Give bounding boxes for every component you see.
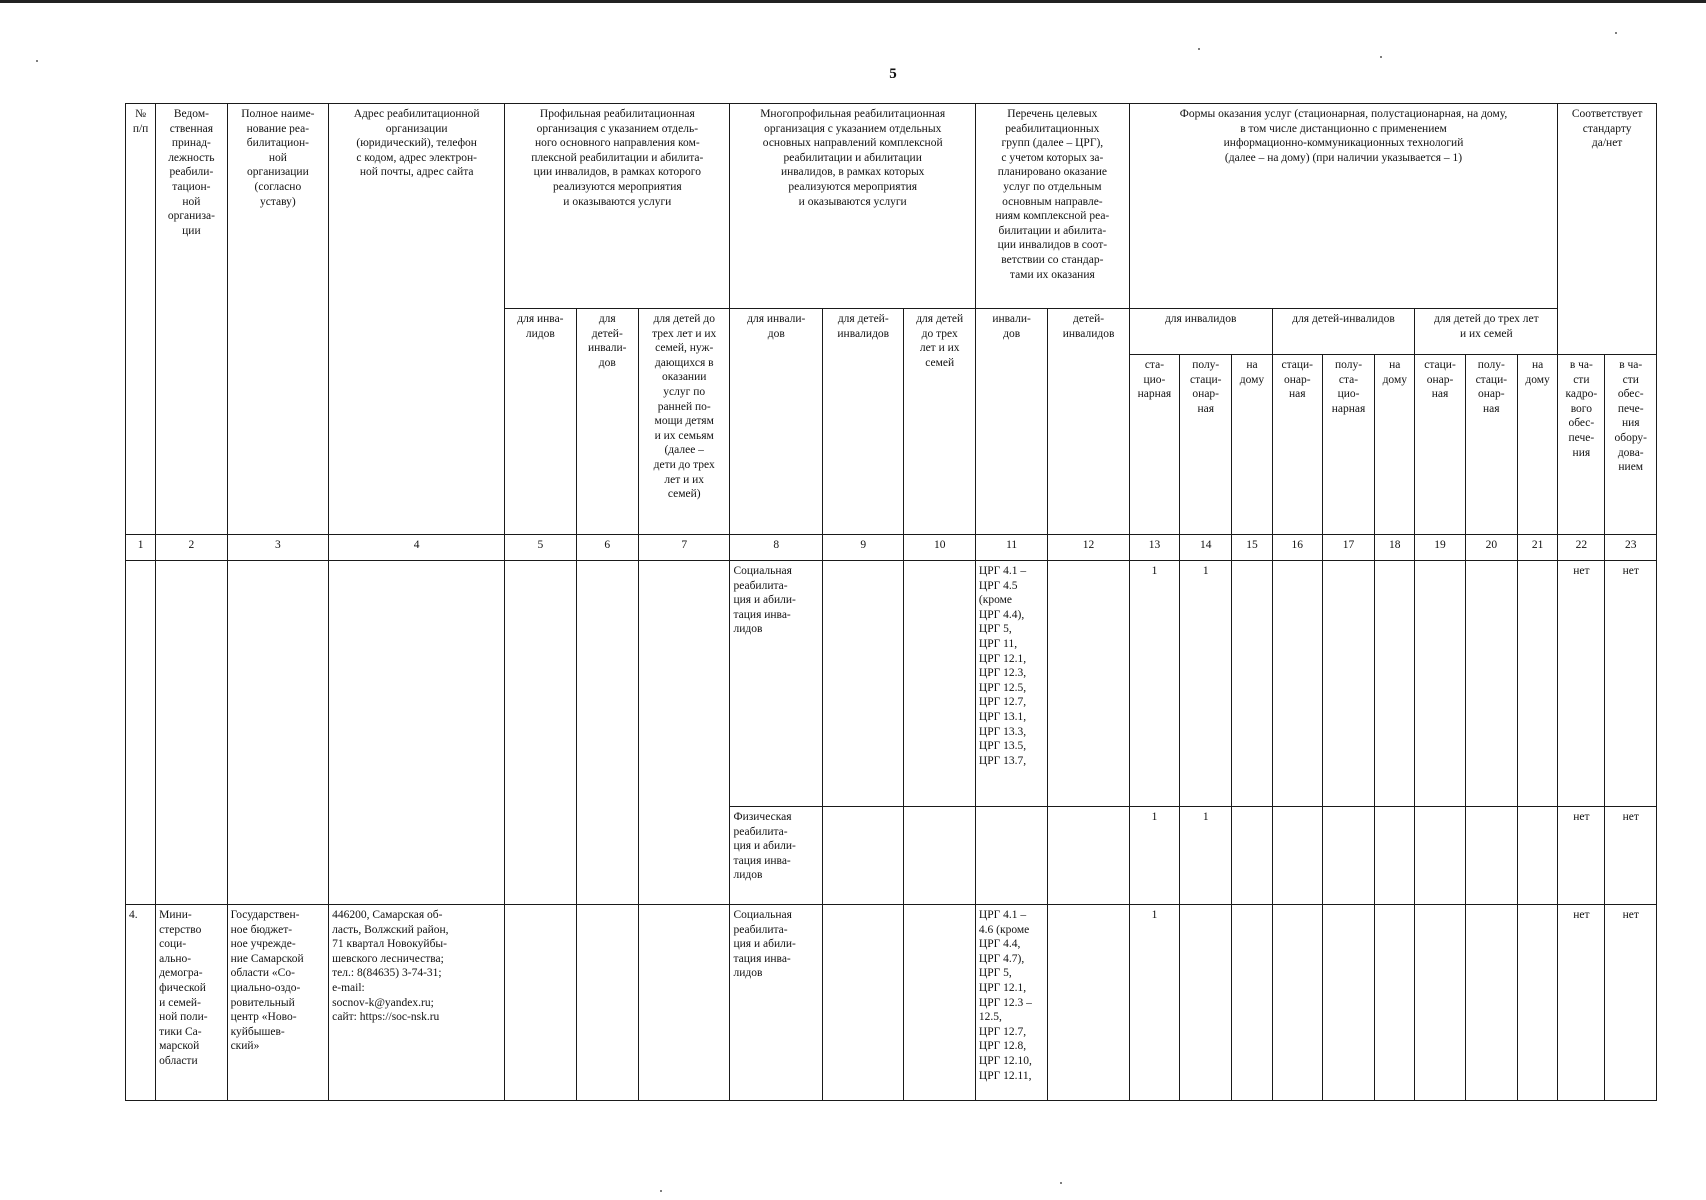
- cell-empty: [1048, 905, 1129, 1101]
- cell-empty: [823, 561, 904, 807]
- cell-empty: [329, 561, 505, 905]
- header-org-name: Полное наиме- нование реа- билитацион- ной организации (согласно уставу): [227, 104, 329, 535]
- header-at-home: на дому: [1375, 355, 1415, 535]
- cell-empty: [156, 561, 227, 905]
- header-target-adults: инвали- дов: [975, 309, 1047, 535]
- header-semi-stationary: полу- стаци- онар- ная: [1180, 355, 1232, 535]
- header-multi-org: Многопрофильная реабилитационная организация с указанием отдельных основных направлений комплексной реабилитации и абилитации инвалидов, в рамках которых реализуются мероприятия и оказываются услуги: [730, 104, 975, 309]
- cell-empty: [1375, 905, 1415, 1101]
- header-staffing: в ча- сти кадро- вого обес- пече- ния: [1558, 355, 1605, 535]
- column-number: 15: [1232, 535, 1272, 561]
- rehab-organizations-table: [125, 103, 1657, 1101]
- cell-ministry: Мини- стерство соци- ально- демогра- фической и семей- ной поли- тики Са- марской области: [156, 905, 227, 1101]
- cell-empty: [1322, 807, 1374, 905]
- cell-empty: [505, 905, 576, 1101]
- cell-staffing-value: нет: [1558, 905, 1605, 1101]
- cell-empty: [576, 561, 638, 905]
- header-at-home: на дому: [1517, 355, 1557, 535]
- cell-target-groups: ЦРГ 4.1 – ЦРГ 4.5 (кроме ЦРГ 4.4), ЦРГ 5, ЦРГ 11, ЦРГ 12.1, ЦРГ 12.3, ЦРГ 12.5, ЦРГ 12.7, ЦРГ 13.1, ЦРГ 13.3, ЦРГ 13.5, ЦРГ 13.7,: [975, 561, 1047, 807]
- cell-empty: [823, 905, 904, 1101]
- cell-stationary-value: 1: [1129, 807, 1179, 905]
- cell-equipment-value: нет: [1605, 905, 1657, 1101]
- cell-empty: [1415, 561, 1465, 807]
- cell-semi-stationary-value: 1: [1180, 807, 1232, 905]
- cell-multi-direction: Физическая реабилита- ция и абили- тация инва- лидов: [730, 807, 823, 905]
- scan-speck: [1198, 48, 1200, 50]
- cell-empty: [638, 561, 730, 905]
- cell-empty: [823, 807, 904, 905]
- cell-target-groups: [975, 807, 1047, 905]
- cell-empty: [1517, 905, 1557, 1101]
- scan-speck: [660, 1190, 662, 1192]
- table-row: [126, 905, 1657, 1101]
- cell-empty: [1415, 905, 1465, 1101]
- column-number: 3: [227, 535, 329, 561]
- cell-stationary-value: 1: [1129, 905, 1179, 1101]
- column-number: 7: [638, 535, 730, 561]
- cell-org-name: Государствен- ное бюджет- ное учрежде- ние Самарской области «Со- циально-оздо- ровительный центр «Ново- куйбышев- ский»: [227, 905, 329, 1101]
- cell-empty: [904, 561, 975, 807]
- header-address: Адрес реабилитационной организации (юридический), телефон с кодом, адрес электрон- ной почты, адрес сайта: [329, 104, 505, 535]
- column-number: 10: [904, 535, 975, 561]
- cell-staffing-value: нет: [1558, 807, 1605, 905]
- cell-empty: [638, 905, 730, 1101]
- cell-target-groups: ЦРГ 4.1 – 4.6 (кроме ЦРГ 4.4, ЦРГ 4.7), ЦРГ 5, ЦРГ 12.1, ЦРГ 12.3 – 12.5, ЦРГ 12.7, ЦРГ 12.8, ЦРГ 12.10, ЦРГ 12.11,: [975, 905, 1047, 1101]
- cell-empty: [1322, 561, 1374, 807]
- cell-row-number: 4.: [126, 905, 156, 1101]
- header-ministry: Ведом- ственная принад- лежность реабили- тацион- ной организа- ции: [156, 104, 227, 535]
- header-standard: Соответствует стандарту да/нет: [1558, 104, 1657, 355]
- header-profile-adults: для инва- лидов: [505, 309, 576, 535]
- header-semi-stationary: полу- ста- цио- нарная: [1322, 355, 1374, 535]
- header-number: № п/п: [126, 104, 156, 535]
- cell-empty: [1375, 561, 1415, 807]
- register-sheet: [125, 103, 1657, 1101]
- cell-empty: [126, 561, 156, 905]
- column-number: 18: [1375, 535, 1415, 561]
- scan-speck: [1380, 56, 1382, 58]
- cell-empty: [1465, 561, 1517, 807]
- header-forms-adults: для инвалидов: [1129, 309, 1272, 355]
- cell-empty: [1375, 807, 1415, 905]
- cell-empty: [904, 905, 975, 1101]
- header-target-groups: Перечень целевых реабилитационных групп (далее – ЦРГ), с учетом которых за- планировано оказание услуг по отдельным основным направле- ниям комплексной реа- билитации и абилита- ции инвалидов в соот- ветствии со стандар- тами их оказания: [975, 104, 1129, 309]
- cell-empty: [1232, 905, 1272, 1101]
- cell-empty: [1272, 905, 1322, 1101]
- table-row: [126, 561, 1657, 807]
- header-equipment: в ча- сти обес- пече- ния обору- дова- нием: [1605, 355, 1657, 535]
- header-service-forms: Формы оказания услуг (стационарная, полустационарная, на дому, в том числе дистанционно с применением информационно-коммуникационных технологий (далее – на дому) (при наличии указывается – 1): [1129, 104, 1557, 309]
- header-multi-adults: для инвали- дов: [730, 309, 823, 535]
- cell-empty: [1272, 561, 1322, 807]
- header-target-children: детей- инвалидов: [1048, 309, 1129, 535]
- column-number: 12: [1048, 535, 1129, 561]
- cell-semi-stationary-value: 1: [1180, 561, 1232, 807]
- scan-speck: [1060, 1182, 1062, 1184]
- cell-stationary-value: 1: [1129, 561, 1179, 807]
- column-number: 16: [1272, 535, 1322, 561]
- cell-empty: [1180, 905, 1232, 1101]
- cell-empty: [904, 807, 975, 905]
- header-stationary: стаци- онар- ная: [1415, 355, 1465, 535]
- header-profile-under3: для детей до трех лет и их семей, нуж- дающихся в оказании услуг по ранней по- мощи детям и их семьям (далее – дети до трех лет и их семей): [638, 309, 730, 535]
- column-number: 1: [126, 535, 156, 561]
- page-top-border: [0, 0, 1706, 3]
- column-number: 23: [1605, 535, 1657, 561]
- header-profile-children: для детей- инвали- дов: [576, 309, 638, 535]
- header-profile-org: Профильная реабилитационная организация с указанием отдель- ного основного направления ком- плексной реабилитации и абилита- ции инвалидов, в рамках которого реализуются мероприятия и оказываются услуги: [505, 104, 730, 309]
- cell-empty: [1517, 561, 1557, 807]
- scan-speck: [36, 60, 38, 62]
- column-number: 8: [730, 535, 823, 561]
- column-number: 19: [1415, 535, 1465, 561]
- column-number-row: [126, 535, 1657, 561]
- column-number: 4: [329, 535, 505, 561]
- header-semi-stationary: полу- стаци- онар- ная: [1465, 355, 1517, 535]
- column-number: 2: [156, 535, 227, 561]
- cell-empty: [1272, 807, 1322, 905]
- cell-empty: [1465, 905, 1517, 1101]
- column-number: 21: [1517, 535, 1557, 561]
- cell-empty: [1415, 807, 1465, 905]
- header-forms-children: для детей-инвалидов: [1272, 309, 1415, 355]
- column-number: 11: [975, 535, 1047, 561]
- cell-address: 446200, Самарская об- ласть, Волжский район, 71 квартал Новокуйбы- шевского лесничества; тел.: 8(84635) 3-74-31; e-mail: socnov-k@yandex.ru; сайт: https://soc-nsk.ru: [329, 905, 505, 1101]
- cell-multi-direction: Социальная реабилита- ция и абили- тация инва- лидов: [730, 561, 823, 807]
- cell-empty: [1465, 807, 1517, 905]
- cell-equipment-value: нет: [1605, 807, 1657, 905]
- column-number: 9: [823, 535, 904, 561]
- cell-empty: [227, 561, 329, 905]
- column-number: 17: [1322, 535, 1374, 561]
- cell-empty: [1517, 807, 1557, 905]
- column-number: 5: [505, 535, 576, 561]
- scan-speck: [1615, 32, 1617, 34]
- cell-empty: [576, 905, 638, 1101]
- cell-multi-direction: Социальная реабилита- ция и абили- тация инва- лидов: [730, 905, 823, 1101]
- column-number: 6: [576, 535, 638, 561]
- header-stationary: стаци- онар- ная: [1272, 355, 1322, 535]
- cell-empty: [1322, 905, 1374, 1101]
- cell-empty: [505, 561, 576, 905]
- column-number: 22: [1558, 535, 1605, 561]
- column-number: 14: [1180, 535, 1232, 561]
- header-multi-under3: для детей до трех лет и их семей: [904, 309, 975, 535]
- cell-empty: [1048, 561, 1129, 807]
- column-number: 20: [1465, 535, 1517, 561]
- cell-staffing-value: нет: [1558, 561, 1605, 807]
- header-stationary: ста- цио- нарная: [1129, 355, 1179, 535]
- header-row-1: [126, 104, 1657, 309]
- cell-empty: [1232, 807, 1272, 905]
- cell-empty: [1048, 807, 1129, 905]
- header-forms-under3: для детей до трех лет и их семей: [1415, 309, 1558, 355]
- cell-empty: [1232, 561, 1272, 807]
- cell-equipment-value: нет: [1605, 561, 1657, 807]
- header-at-home: на дому: [1232, 355, 1272, 535]
- header-multi-children: для детей- инвалидов: [823, 309, 904, 535]
- column-number: 13: [1129, 535, 1179, 561]
- page-number: 5: [889, 66, 897, 82]
